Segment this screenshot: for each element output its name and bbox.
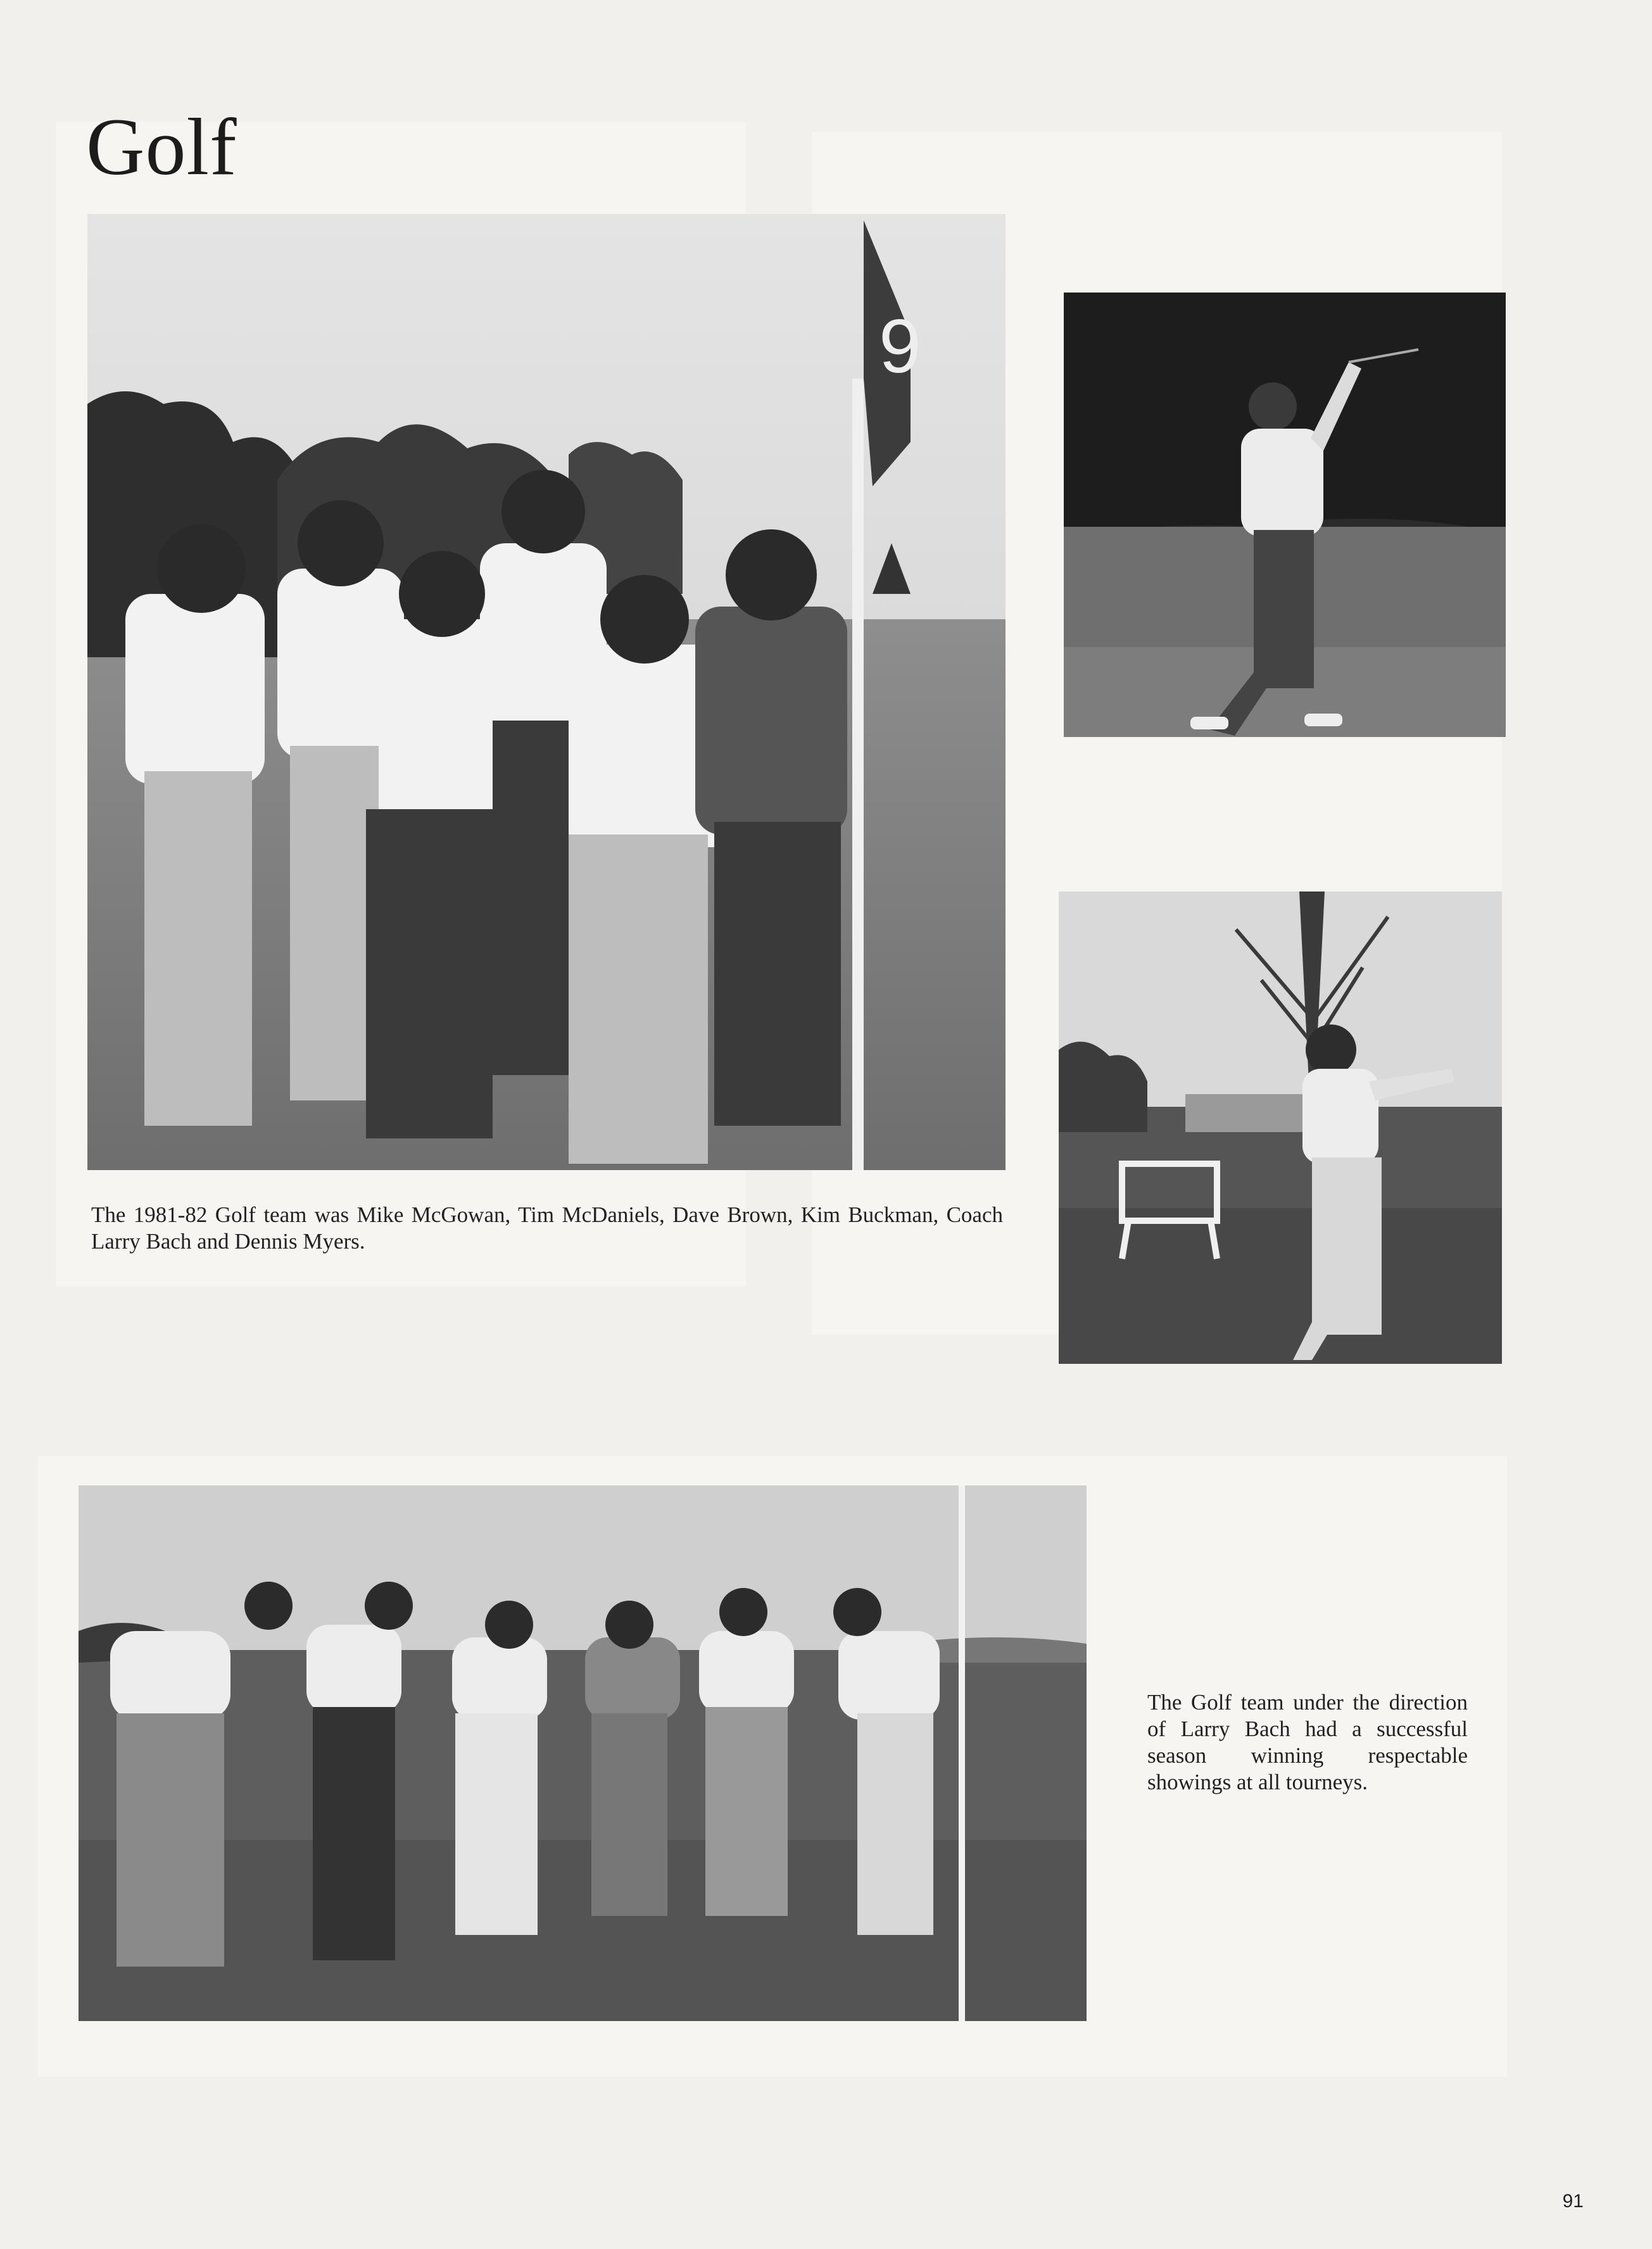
golfer-drive-photo bbox=[1059, 891, 1502, 1364]
season-caption: The Golf team under the direction of Larry Bach had a successful season winning respectable showings at all tourneys. bbox=[1147, 1690, 1468, 1794]
team-group-photo bbox=[87, 214, 1006, 1170]
svg-text:9: 9 bbox=[879, 304, 921, 389]
team-photo-caption: The 1981-82 Golf team was Mike McGowan, Tim McDaniels, Dave Brown, Kim Buckman, Coach Larry Bach and Dennis Myers. bbox=[91, 1202, 1003, 1254]
team-putting-photo bbox=[79, 1485, 1087, 2021]
golfer-swing-photo bbox=[1064, 293, 1506, 737]
page-title: Golf bbox=[86, 102, 237, 192]
page-number: 91 bbox=[1562, 2191, 1584, 2212]
